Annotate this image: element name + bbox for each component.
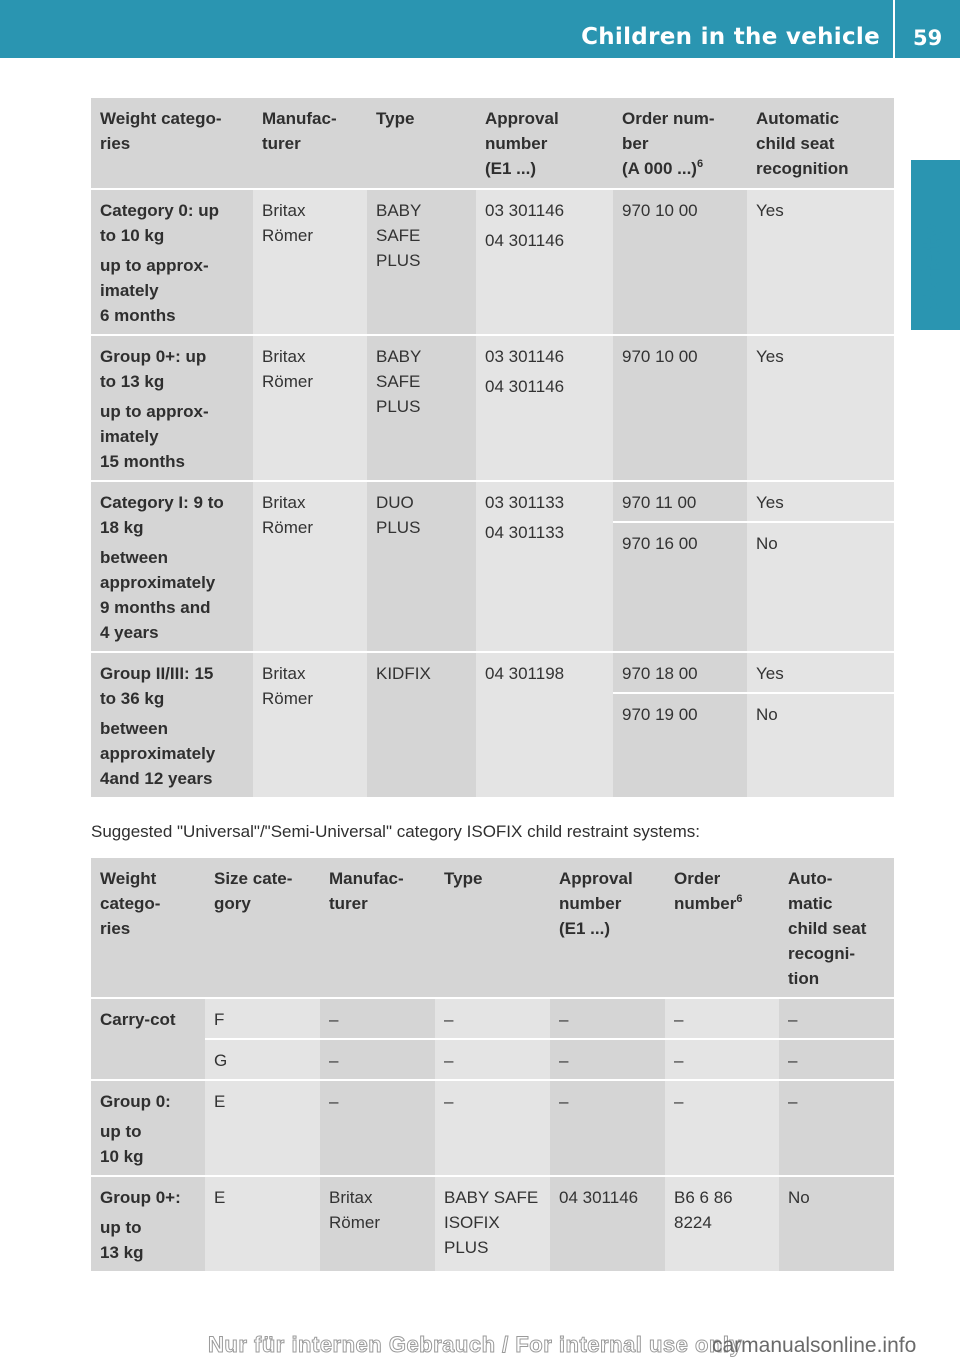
section-label: Safety: [918, 222, 946, 310]
header-weight: Weight catego- ries: [91, 858, 205, 999]
auto-recognition-cell: Yes: [747, 190, 894, 336]
auto-recognition-cell: –: [779, 1081, 894, 1177]
order-number-cell: B6 6 86 8224: [665, 1177, 779, 1273]
manufacturer-cell: –: [320, 1081, 435, 1177]
order-number-cell: –: [665, 1081, 779, 1177]
type-cell: –: [435, 999, 550, 1040]
header-auto-recognition: Auto- matic child seat recogni- tion: [779, 858, 894, 999]
approval-cell: –: [550, 1081, 665, 1177]
weight-category-cell: Group 0+: up to 13 kg up to approx- imately 15 months: [91, 336, 253, 482]
weight-category-cell: Group 0: up to 10 kg: [91, 1081, 205, 1177]
header-size-category: Size cate- gory: [205, 858, 320, 999]
header-approval: Approval number (E1 ...): [550, 858, 665, 999]
size-category-cell: F: [205, 999, 320, 1040]
type-cell: –: [435, 1040, 550, 1081]
size-category-cell: E: [205, 1177, 320, 1273]
manufacturer-cell: Britax Römer: [253, 482, 367, 653]
approval-cell: –: [550, 999, 665, 1040]
auto-recognition-cell: No: [747, 523, 894, 653]
auto-recognition-cell: –: [779, 1040, 894, 1081]
auto-recognition-cell: Yes: [747, 336, 894, 482]
auto-recognition-cell: Yes: [747, 482, 894, 523]
site-watermark: carmanualsonline.info: [712, 1334, 917, 1357]
table-row: [91, 1081, 894, 1177]
order-number-cell: 970 16 00: [613, 523, 747, 653]
child-seat-table: [91, 98, 894, 799]
type-cell: BABY SAFE PLUS: [367, 336, 476, 482]
order-number-cell: –: [665, 999, 779, 1040]
weight-category-cell: Category 0: up to 10 kg up to approx- imately 6 months: [91, 190, 253, 336]
approval-cell: 03 301146 04 301146: [476, 190, 613, 336]
approval-cell: 03 301146 04 301146: [476, 336, 613, 482]
weight-category-cell: Carry-cot: [91, 999, 205, 1081]
weight-category-cell: Category I: 9 to 18 kg between approximately 9 months and 4 years: [91, 482, 253, 653]
table-row: [91, 190, 894, 336]
order-number-cell: 970 10 00: [613, 190, 747, 336]
header-order-number: Order num- ber (A 000 ...)$^6$: [613, 98, 747, 190]
manufacturer-cell: –: [320, 999, 435, 1040]
table-row: [91, 482, 894, 523]
auto-recognition-cell: No: [779, 1177, 894, 1273]
manufacturer-cell: Britax Römer: [253, 653, 367, 799]
approval-cell: 04 301198: [476, 653, 613, 799]
table-row: [91, 1177, 894, 1273]
table-header-row: [91, 98, 894, 190]
table-header-row: [91, 858, 894, 999]
size-category-cell: E: [205, 1081, 320, 1177]
table-row: [91, 1040, 894, 1081]
approval-cell: 03 301133 04 301133: [476, 482, 613, 653]
order-number-cell: –: [665, 1040, 779, 1081]
internal-use-watermark: Nur für internen Gebrauch / For internal use only: [208, 1332, 743, 1357]
header-weight: Weight catego- ries: [91, 98, 253, 190]
auto-recognition-cell: –: [779, 999, 894, 1040]
header-type: Type: [367, 98, 476, 190]
auto-recognition-cell: No: [747, 694, 894, 799]
header-order-number: Order number$^6$: [665, 858, 779, 999]
page-number: 59: [913, 26, 943, 50]
manufacturer-cell: Britax Römer: [253, 190, 367, 336]
header-approval: Approval number (E1 ...): [476, 98, 613, 190]
header-auto-recognition: Automatic child seat recognition: [747, 98, 894, 190]
isofix-table: [91, 858, 894, 1273]
order-number-cell: 970 10 00: [613, 336, 747, 482]
weight-category-cell: Group 0+: up to 13 kg: [91, 1177, 205, 1273]
table-row: [91, 336, 894, 482]
manufacturer-cell: Britax Römer: [320, 1177, 435, 1273]
table-row: [91, 653, 894, 694]
table-row: [91, 999, 894, 1040]
type-cell: BABY SAFE PLUS: [367, 190, 476, 336]
type-cell: DUO PLUS: [367, 482, 476, 653]
approval-cell: 04 301146: [550, 1177, 665, 1273]
page-header-title: Children in the vehicle: [581, 24, 880, 50]
header-divider: [893, 0, 895, 58]
manufacturer-cell: Britax Römer: [253, 336, 367, 482]
table-caption: Suggested "Universal"/"Semi-Universal" category ISOFIX child restraint systems:: [91, 822, 700, 841]
order-number-cell: 970 11 00: [613, 482, 747, 523]
header-manufacturer: Manufac- turer: [253, 98, 367, 190]
header-manufacturer: Manufac- turer: [320, 858, 435, 999]
approval-cell: –: [550, 1040, 665, 1081]
auto-recognition-cell: Yes: [747, 653, 894, 694]
order-number-cell: 970 19 00: [613, 694, 747, 799]
size-category-cell: G: [205, 1040, 320, 1081]
type-cell: KIDFIX: [367, 653, 476, 799]
order-number-cell: 970 18 00: [613, 653, 747, 694]
type-cell: –: [435, 1081, 550, 1177]
manufacturer-cell: –: [320, 1040, 435, 1081]
weight-category-cell: Group II/III: 15 to 36 kg between approximately 4and 12 years: [91, 653, 253, 799]
type-cell: BABY SAFE ISOFIX PLUS: [435, 1177, 550, 1273]
header-type: Type: [435, 858, 550, 999]
